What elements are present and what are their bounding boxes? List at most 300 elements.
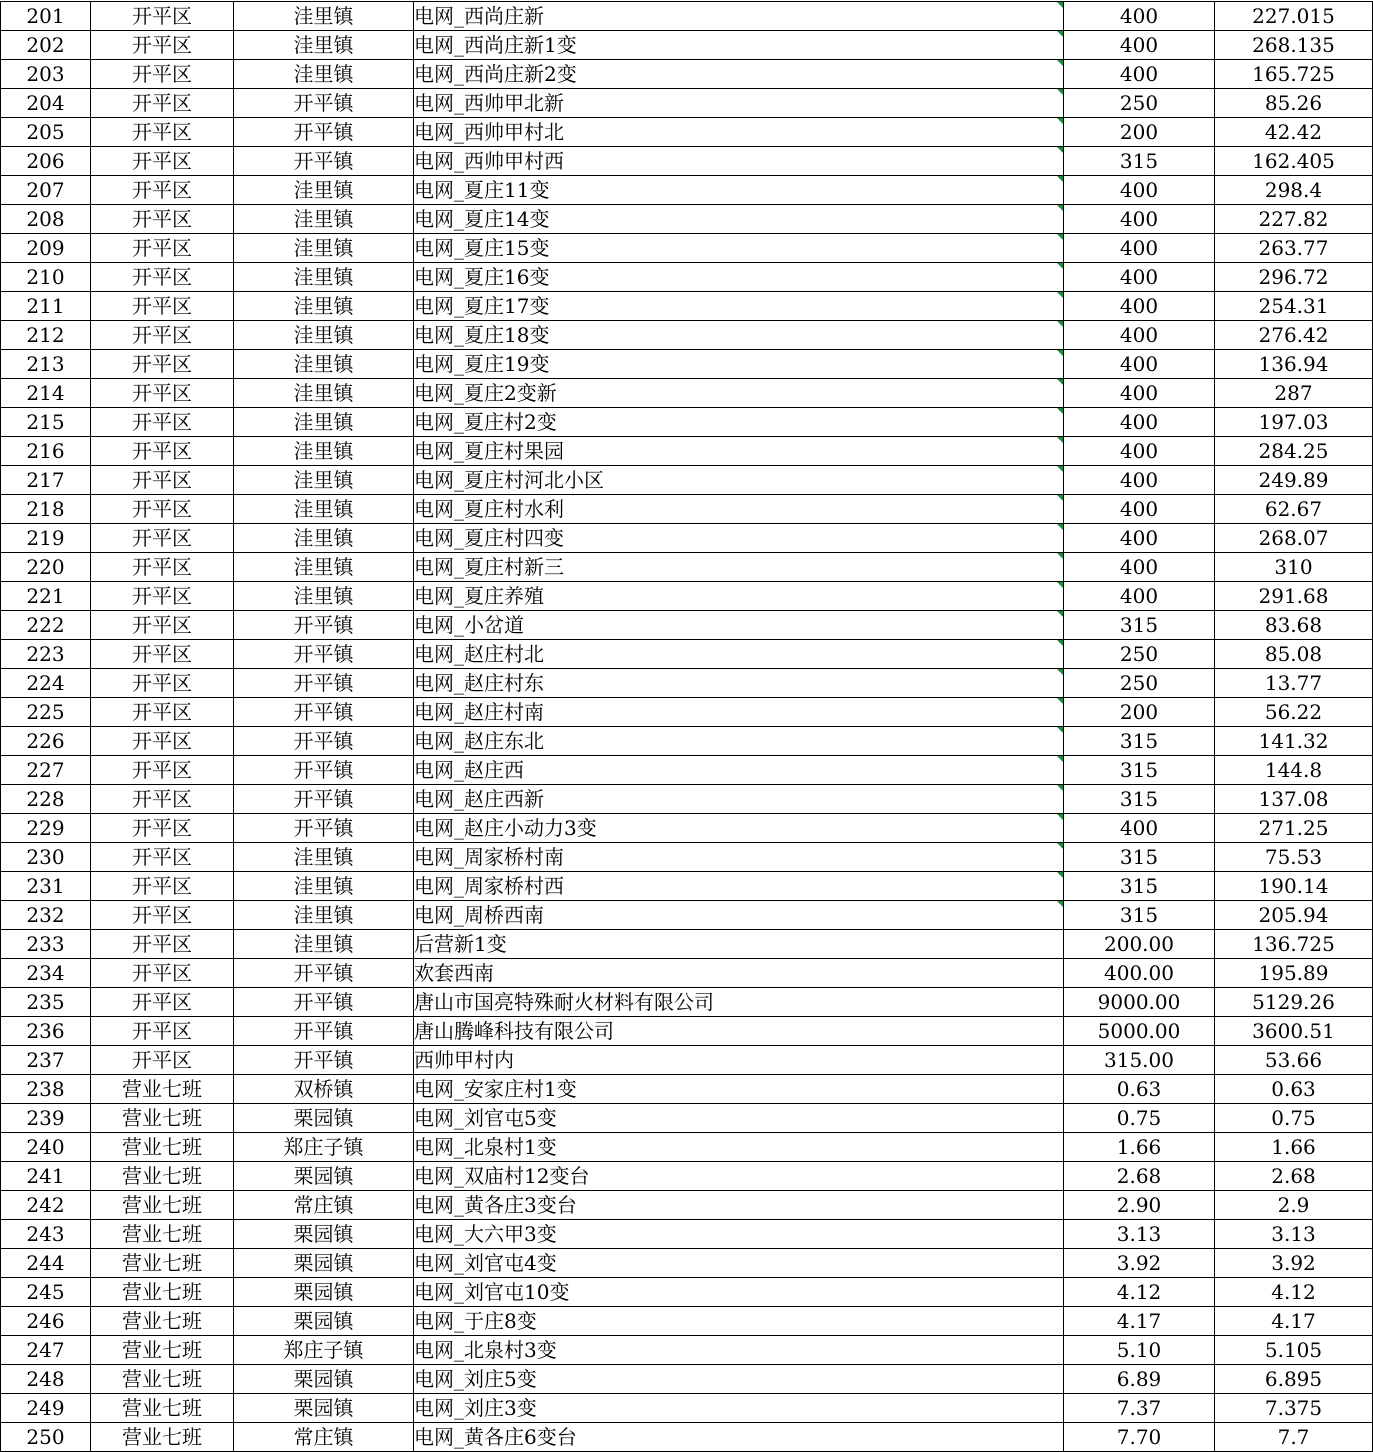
table-row[interactable] <box>1 1104 1373 1133</box>
table-row[interactable] <box>1 379 1373 408</box>
table-row[interactable] <box>1 1046 1373 1075</box>
capacity-cell[interactable]: 400 <box>1064 553 1215 582</box>
row-number-cell[interactable]: 214 <box>1 379 91 408</box>
district-cell[interactable]: 开平区 <box>91 1017 234 1046</box>
district-cell[interactable]: 开平区 <box>91 901 234 930</box>
table-row[interactable] <box>1 31 1373 60</box>
district-cell[interactable]: 营业七班 <box>91 1104 234 1133</box>
capacity-cell[interactable]: 4.12 <box>1064 1278 1215 1307</box>
station-name-cell[interactable]: 电网_刘庄3变 <box>414 1394 1064 1423</box>
table-row[interactable] <box>1 814 1373 843</box>
table-row[interactable] <box>1 2 1373 31</box>
row-number-cell[interactable]: 244 <box>1 1249 91 1278</box>
station-name-cell[interactable]: 电网_赵庄村南 <box>414 698 1064 727</box>
capacity-cell[interactable]: 400 <box>1064 31 1215 60</box>
station-name-cell[interactable]: 唐山市国亮特殊耐火材料有限公司 <box>414 988 1064 1017</box>
district-cell[interactable]: 开平区 <box>91 118 234 147</box>
district-cell[interactable]: 开平区 <box>91 611 234 640</box>
town-cell[interactable]: 洼里镇 <box>234 176 414 205</box>
table-row[interactable] <box>1 1133 1373 1162</box>
town-cell[interactable]: 洼里镇 <box>234 263 414 292</box>
table-row[interactable] <box>1 930 1373 959</box>
row-number-cell[interactable]: 227 <box>1 756 91 785</box>
station-name-cell[interactable]: 后营新1变 <box>414 930 1064 959</box>
table-row[interactable] <box>1 524 1373 553</box>
capacity-cell[interactable]: 2.90 <box>1064 1191 1215 1220</box>
capacity-cell[interactable]: 400 <box>1064 466 1215 495</box>
station-name-cell[interactable]: 电网_夏庄11变 <box>414 176 1064 205</box>
row-number-cell[interactable]: 232 <box>1 901 91 930</box>
capacity-cell[interactable]: 315 <box>1064 872 1215 901</box>
load-cell[interactable]: 5.105 <box>1215 1336 1373 1365</box>
capacity-cell[interactable]: 250 <box>1064 669 1215 698</box>
load-cell[interactable]: 268.07 <box>1215 524 1373 553</box>
capacity-cell[interactable]: 200 <box>1064 698 1215 727</box>
table-row[interactable] <box>1 263 1373 292</box>
load-cell[interactable]: 141.32 <box>1215 727 1373 756</box>
load-cell[interactable]: 56.22 <box>1215 698 1373 727</box>
district-cell[interactable]: 开平区 <box>91 582 234 611</box>
town-cell[interactable]: 栗园镇 <box>234 1278 414 1307</box>
load-cell[interactable]: 263.77 <box>1215 234 1373 263</box>
town-cell[interactable]: 开平镇 <box>234 698 414 727</box>
town-cell[interactable]: 洼里镇 <box>234 872 414 901</box>
row-number-cell[interactable]: 212 <box>1 321 91 350</box>
row-number-cell[interactable]: 208 <box>1 205 91 234</box>
load-cell[interactable]: 197.03 <box>1215 408 1373 437</box>
town-cell[interactable]: 洼里镇 <box>234 60 414 89</box>
capacity-cell[interactable]: 400 <box>1064 582 1215 611</box>
table-row[interactable] <box>1 640 1373 669</box>
town-cell[interactable]: 洼里镇 <box>234 495 414 524</box>
town-cell[interactable]: 栗园镇 <box>234 1220 414 1249</box>
district-cell[interactable]: 开平区 <box>91 553 234 582</box>
table-row[interactable] <box>1 321 1373 350</box>
capacity-cell[interactable]: 3.92 <box>1064 1249 1215 1278</box>
capacity-cell[interactable]: 250 <box>1064 640 1215 669</box>
district-cell[interactable]: 开平区 <box>91 350 234 379</box>
town-cell[interactable]: 栗园镇 <box>234 1162 414 1191</box>
town-cell[interactable]: 开平镇 <box>234 959 414 988</box>
town-cell[interactable]: 开平镇 <box>234 640 414 669</box>
load-cell[interactable]: 2.9 <box>1215 1191 1373 1220</box>
capacity-cell[interactable]: 315.00 <box>1064 1046 1215 1075</box>
district-cell[interactable]: 开平区 <box>91 89 234 118</box>
load-cell[interactable]: 85.08 <box>1215 640 1373 669</box>
town-cell[interactable]: 栗园镇 <box>234 1307 414 1336</box>
town-cell[interactable]: 开平镇 <box>234 1017 414 1046</box>
row-number-cell[interactable]: 239 <box>1 1104 91 1133</box>
table-row[interactable] <box>1 1394 1373 1423</box>
station-name-cell[interactable]: 电网_北泉村3变 <box>414 1336 1064 1365</box>
table-row[interactable] <box>1 118 1373 147</box>
station-name-cell[interactable]: 西帅甲村内 <box>414 1046 1064 1075</box>
table-row[interactable] <box>1 785 1373 814</box>
row-number-cell[interactable]: 235 <box>1 988 91 1017</box>
district-cell[interactable]: 开平区 <box>91 263 234 292</box>
load-cell[interactable]: 4.12 <box>1215 1278 1373 1307</box>
town-cell[interactable]: 洼里镇 <box>234 524 414 553</box>
load-cell[interactable]: 284.25 <box>1215 437 1373 466</box>
station-name-cell[interactable]: 电网_夏庄村四变 <box>414 524 1064 553</box>
district-cell[interactable]: 开平区 <box>91 205 234 234</box>
table-row[interactable] <box>1 1336 1373 1365</box>
capacity-cell[interactable]: 315 <box>1064 727 1215 756</box>
row-number-cell[interactable]: 231 <box>1 872 91 901</box>
load-cell[interactable]: 268.135 <box>1215 31 1373 60</box>
town-cell[interactable]: 洼里镇 <box>234 292 414 321</box>
capacity-cell[interactable]: 250 <box>1064 89 1215 118</box>
district-cell[interactable]: 开平区 <box>91 437 234 466</box>
capacity-cell[interactable]: 400 <box>1064 437 1215 466</box>
capacity-cell[interactable]: 2.68 <box>1064 1162 1215 1191</box>
district-cell[interactable]: 营业七班 <box>91 1365 234 1394</box>
load-cell[interactable]: 75.53 <box>1215 843 1373 872</box>
capacity-cell[interactable]: 400 <box>1064 60 1215 89</box>
station-name-cell[interactable]: 电网_黄各庄6变台 <box>414 1423 1064 1452</box>
load-cell[interactable]: 144.8 <box>1215 756 1373 785</box>
row-number-cell[interactable]: 216 <box>1 437 91 466</box>
load-cell[interactable]: 7.375 <box>1215 1394 1373 1423</box>
station-name-cell[interactable]: 电网_安家庄村1变 <box>414 1075 1064 1104</box>
table-row[interactable] <box>1 872 1373 901</box>
load-cell[interactable]: 227.82 <box>1215 205 1373 234</box>
row-number-cell[interactable]: 241 <box>1 1162 91 1191</box>
station-name-cell[interactable]: 唐山腾峰科技有限公司 <box>414 1017 1064 1046</box>
load-cell[interactable]: 13.77 <box>1215 669 1373 698</box>
station-name-cell[interactable]: 电网_西尚庄新1变 <box>414 31 1064 60</box>
table-row[interactable] <box>1 1162 1373 1191</box>
town-cell[interactable]: 洼里镇 <box>234 901 414 930</box>
town-cell[interactable]: 开平镇 <box>234 756 414 785</box>
district-cell[interactable]: 开平区 <box>91 698 234 727</box>
capacity-cell[interactable]: 400 <box>1064 408 1215 437</box>
row-number-cell[interactable]: 245 <box>1 1278 91 1307</box>
town-cell[interactable]: 开平镇 <box>234 814 414 843</box>
load-cell[interactable]: 3.13 <box>1215 1220 1373 1249</box>
table-row[interactable] <box>1 582 1373 611</box>
capacity-cell[interactable]: 400 <box>1064 234 1215 263</box>
load-cell[interactable]: 276.42 <box>1215 321 1373 350</box>
table-row[interactable] <box>1 60 1373 89</box>
town-cell[interactable]: 栗园镇 <box>234 1365 414 1394</box>
capacity-cell[interactable]: 5.10 <box>1064 1336 1215 1365</box>
district-cell[interactable]: 营业七班 <box>91 1249 234 1278</box>
district-cell[interactable]: 营业七班 <box>91 1075 234 1104</box>
table-row[interactable] <box>1 205 1373 234</box>
town-cell[interactable]: 开平镇 <box>234 988 414 1017</box>
town-cell[interactable]: 洼里镇 <box>234 930 414 959</box>
station-name-cell[interactable]: 电网_赵庄村东 <box>414 669 1064 698</box>
load-cell[interactable]: 6.895 <box>1215 1365 1373 1394</box>
load-cell[interactable]: 53.66 <box>1215 1046 1373 1075</box>
table-row[interactable] <box>1 147 1373 176</box>
load-cell[interactable]: 287 <box>1215 379 1373 408</box>
row-number-cell[interactable]: 248 <box>1 1365 91 1394</box>
capacity-cell[interactable]: 315 <box>1064 611 1215 640</box>
load-cell[interactable]: 136.94 <box>1215 350 1373 379</box>
town-cell[interactable]: 洼里镇 <box>234 2 414 31</box>
district-cell[interactable]: 开平区 <box>91 31 234 60</box>
row-number-cell[interactable]: 207 <box>1 176 91 205</box>
table-row[interactable] <box>1 1220 1373 1249</box>
row-number-cell[interactable]: 230 <box>1 843 91 872</box>
district-cell[interactable]: 营业七班 <box>91 1220 234 1249</box>
load-cell[interactable]: 271.25 <box>1215 814 1373 843</box>
row-number-cell[interactable]: 238 <box>1 1075 91 1104</box>
table-row[interactable] <box>1 292 1373 321</box>
table-row[interactable] <box>1 756 1373 785</box>
district-cell[interactable]: 开平区 <box>91 756 234 785</box>
row-number-cell[interactable]: 243 <box>1 1220 91 1249</box>
load-cell[interactable]: 136.725 <box>1215 930 1373 959</box>
district-cell[interactable]: 开平区 <box>91 408 234 437</box>
town-cell[interactable]: 洼里镇 <box>234 437 414 466</box>
station-name-cell[interactable]: 电网_赵庄小动力3变 <box>414 814 1064 843</box>
station-name-cell[interactable]: 电网_于庄8变 <box>414 1307 1064 1336</box>
capacity-cell[interactable]: 400 <box>1064 205 1215 234</box>
capacity-cell[interactable]: 315 <box>1064 901 1215 930</box>
row-number-cell[interactable]: 228 <box>1 785 91 814</box>
station-name-cell[interactable]: 电网_刘官屯4变 <box>414 1249 1064 1278</box>
district-cell[interactable]: 开平区 <box>91 669 234 698</box>
town-cell[interactable]: 洼里镇 <box>234 205 414 234</box>
station-name-cell[interactable]: 电网_西帅甲村西 <box>414 147 1064 176</box>
town-cell[interactable]: 郑庄子镇 <box>234 1133 414 1162</box>
load-cell[interactable]: 291.68 <box>1215 582 1373 611</box>
row-number-cell[interactable]: 233 <box>1 930 91 959</box>
town-cell[interactable]: 开平镇 <box>234 669 414 698</box>
capacity-cell[interactable]: 400 <box>1064 379 1215 408</box>
load-cell[interactable]: 254.31 <box>1215 292 1373 321</box>
district-cell[interactable]: 开平区 <box>91 843 234 872</box>
row-number-cell[interactable]: 215 <box>1 408 91 437</box>
town-cell[interactable]: 洼里镇 <box>234 843 414 872</box>
table-row[interactable] <box>1 553 1373 582</box>
station-name-cell[interactable]: 电网_夏庄2变新 <box>414 379 1064 408</box>
table-row[interactable] <box>1 843 1373 872</box>
row-number-cell[interactable]: 240 <box>1 1133 91 1162</box>
capacity-cell[interactable]: 400 <box>1064 524 1215 553</box>
capacity-cell[interactable]: 0.63 <box>1064 1075 1215 1104</box>
table-row[interactable] <box>1 1075 1373 1104</box>
town-cell[interactable]: 洼里镇 <box>234 408 414 437</box>
capacity-cell[interactable]: 400 <box>1064 2 1215 31</box>
table-row[interactable] <box>1 959 1373 988</box>
station-name-cell[interactable]: 电网_黄各庄3变台 <box>414 1191 1064 1220</box>
table-row[interactable] <box>1 611 1373 640</box>
district-cell[interactable]: 开平区 <box>91 60 234 89</box>
table-row[interactable] <box>1 89 1373 118</box>
station-name-cell[interactable]: 电网_赵庄村北 <box>414 640 1064 669</box>
district-cell[interactable]: 营业七班 <box>91 1307 234 1336</box>
row-number-cell[interactable]: 209 <box>1 234 91 263</box>
capacity-cell[interactable]: 400 <box>1064 321 1215 350</box>
load-cell[interactable]: 137.08 <box>1215 785 1373 814</box>
load-cell[interactable]: 42.42 <box>1215 118 1373 147</box>
district-cell[interactable]: 开平区 <box>91 727 234 756</box>
station-name-cell[interactable]: 电网_夏庄村2变 <box>414 408 1064 437</box>
station-name-cell[interactable]: 电网_赵庄西新 <box>414 785 1064 814</box>
load-cell[interactable]: 249.89 <box>1215 466 1373 495</box>
capacity-cell[interactable]: 315 <box>1064 785 1215 814</box>
station-name-cell[interactable]: 电网_双庙村12变台 <box>414 1162 1064 1191</box>
capacity-cell[interactable]: 400 <box>1064 350 1215 379</box>
district-cell[interactable]: 开平区 <box>91 959 234 988</box>
station-name-cell[interactable]: 电网_赵庄西 <box>414 756 1064 785</box>
load-cell[interactable]: 3600.51 <box>1215 1017 1373 1046</box>
capacity-cell[interactable]: 4.17 <box>1064 1307 1215 1336</box>
table-row[interactable] <box>1 988 1373 1017</box>
capacity-cell[interactable]: 400 <box>1064 292 1215 321</box>
load-cell[interactable]: 85.26 <box>1215 89 1373 118</box>
district-cell[interactable]: 开平区 <box>91 176 234 205</box>
load-cell[interactable]: 310 <box>1215 553 1373 582</box>
town-cell[interactable]: 洼里镇 <box>234 379 414 408</box>
row-number-cell[interactable]: 202 <box>1 31 91 60</box>
district-cell[interactable]: 开平区 <box>91 147 234 176</box>
row-number-cell[interactable]: 222 <box>1 611 91 640</box>
town-cell[interactable]: 洼里镇 <box>234 234 414 263</box>
station-name-cell[interactable]: 电网_夏庄18变 <box>414 321 1064 350</box>
station-name-cell[interactable]: 电网_北泉村1变 <box>414 1133 1064 1162</box>
district-cell[interactable]: 开平区 <box>91 872 234 901</box>
district-cell[interactable]: 营业七班 <box>91 1162 234 1191</box>
capacity-cell[interactable]: 7.37 <box>1064 1394 1215 1423</box>
load-cell[interactable]: 2.68 <box>1215 1162 1373 1191</box>
town-cell[interactable]: 开平镇 <box>234 118 414 147</box>
table-row[interactable] <box>1 1191 1373 1220</box>
load-cell[interactable]: 7.7 <box>1215 1423 1373 1452</box>
table-row[interactable] <box>1 466 1373 495</box>
table-row[interactable] <box>1 1365 1373 1394</box>
load-cell[interactable]: 162.405 <box>1215 147 1373 176</box>
district-cell[interactable]: 营业七班 <box>91 1278 234 1307</box>
town-cell[interactable]: 洼里镇 <box>234 466 414 495</box>
station-name-cell[interactable]: 电网_西尚庄新2变 <box>414 60 1064 89</box>
capacity-cell[interactable]: 400 <box>1064 495 1215 524</box>
table-row[interactable] <box>1 1307 1373 1336</box>
station-name-cell[interactable]: 电网_周家桥村南 <box>414 843 1064 872</box>
row-number-cell[interactable]: 210 <box>1 263 91 292</box>
town-cell[interactable]: 洼里镇 <box>234 31 414 60</box>
row-number-cell[interactable]: 205 <box>1 118 91 147</box>
load-cell[interactable]: 62.67 <box>1215 495 1373 524</box>
district-cell[interactable]: 开平区 <box>91 930 234 959</box>
row-number-cell[interactable]: 225 <box>1 698 91 727</box>
district-cell[interactable]: 开平区 <box>91 988 234 1017</box>
district-cell[interactable]: 开平区 <box>91 1046 234 1075</box>
table-row[interactable] <box>1 1278 1373 1307</box>
station-name-cell[interactable]: 电网_赵庄东北 <box>414 727 1064 756</box>
district-cell[interactable]: 开平区 <box>91 785 234 814</box>
district-cell[interactable]: 营业七班 <box>91 1191 234 1220</box>
load-cell[interactable]: 0.63 <box>1215 1075 1373 1104</box>
station-name-cell[interactable]: 欢套西南 <box>414 959 1064 988</box>
table-row[interactable] <box>1 234 1373 263</box>
district-cell[interactable]: 开平区 <box>91 640 234 669</box>
capacity-cell[interactable]: 315 <box>1064 756 1215 785</box>
load-cell[interactable]: 1.66 <box>1215 1133 1373 1162</box>
district-cell[interactable]: 营业七班 <box>91 1336 234 1365</box>
town-cell[interactable]: 栗园镇 <box>234 1249 414 1278</box>
row-number-cell[interactable]: 229 <box>1 814 91 843</box>
town-cell[interactable]: 洼里镇 <box>234 321 414 350</box>
table-row[interactable] <box>1 727 1373 756</box>
town-cell[interactable]: 开平镇 <box>234 785 414 814</box>
district-cell[interactable]: 开平区 <box>91 379 234 408</box>
station-name-cell[interactable]: 电网_夏庄村河北小区 <box>414 466 1064 495</box>
station-name-cell[interactable]: 电网_夏庄16变 <box>414 263 1064 292</box>
row-number-cell[interactable]: 226 <box>1 727 91 756</box>
district-cell[interactable]: 开平区 <box>91 524 234 553</box>
district-cell[interactable]: 营业七班 <box>91 1394 234 1423</box>
station-name-cell[interactable]: 电网_夏庄养殖 <box>414 582 1064 611</box>
town-cell[interactable]: 双桥镇 <box>234 1075 414 1104</box>
load-cell[interactable]: 0.75 <box>1215 1104 1373 1133</box>
load-cell[interactable]: 298.4 <box>1215 176 1373 205</box>
station-name-cell[interactable]: 电网_夏庄19变 <box>414 350 1064 379</box>
load-cell[interactable]: 83.68 <box>1215 611 1373 640</box>
row-number-cell[interactable]: 234 <box>1 959 91 988</box>
station-name-cell[interactable]: 电网_刘庄5变 <box>414 1365 1064 1394</box>
station-name-cell[interactable]: 电网_夏庄村水利 <box>414 495 1064 524</box>
capacity-cell[interactable]: 200.00 <box>1064 930 1215 959</box>
table-row[interactable] <box>1 495 1373 524</box>
table-row[interactable] <box>1 669 1373 698</box>
load-cell[interactable]: 5129.26 <box>1215 988 1373 1017</box>
row-number-cell[interactable]: 206 <box>1 147 91 176</box>
capacity-cell[interactable]: 400 <box>1064 814 1215 843</box>
town-cell[interactable]: 洼里镇 <box>234 582 414 611</box>
row-number-cell[interactable]: 211 <box>1 292 91 321</box>
table-row[interactable] <box>1 176 1373 205</box>
district-cell[interactable]: 开平区 <box>91 2 234 31</box>
station-name-cell[interactable]: 电网_小岔道 <box>414 611 1064 640</box>
table-row[interactable] <box>1 901 1373 930</box>
station-name-cell[interactable]: 电网_夏庄15变 <box>414 234 1064 263</box>
load-cell[interactable]: 3.92 <box>1215 1249 1373 1278</box>
capacity-cell[interactable]: 9000.00 <box>1064 988 1215 1017</box>
district-cell[interactable]: 开平区 <box>91 292 234 321</box>
load-cell[interactable]: 4.17 <box>1215 1307 1373 1336</box>
load-cell[interactable]: 205.94 <box>1215 901 1373 930</box>
table-row[interactable] <box>1 1017 1373 1046</box>
load-cell[interactable]: 195.89 <box>1215 959 1373 988</box>
capacity-cell[interactable]: 1.66 <box>1064 1133 1215 1162</box>
row-number-cell[interactable]: 247 <box>1 1336 91 1365</box>
row-number-cell[interactable]: 223 <box>1 640 91 669</box>
row-number-cell[interactable]: 220 <box>1 553 91 582</box>
row-number-cell[interactable]: 201 <box>1 2 91 31</box>
table-row[interactable] <box>1 408 1373 437</box>
row-number-cell[interactable]: 217 <box>1 466 91 495</box>
capacity-cell[interactable]: 0.75 <box>1064 1104 1215 1133</box>
row-number-cell[interactable]: 219 <box>1 524 91 553</box>
row-number-cell[interactable]: 246 <box>1 1307 91 1336</box>
town-cell[interactable]: 洼里镇 <box>234 553 414 582</box>
row-number-cell[interactable]: 249 <box>1 1394 91 1423</box>
row-number-cell[interactable]: 224 <box>1 669 91 698</box>
station-name-cell[interactable]: 电网_周家桥村西 <box>414 872 1064 901</box>
station-name-cell[interactable]: 电网_刘官屯5变 <box>414 1104 1064 1133</box>
capacity-cell[interactable]: 6.89 <box>1064 1365 1215 1394</box>
station-name-cell[interactable]: 电网_刘官屯10变 <box>414 1278 1064 1307</box>
capacity-cell[interactable]: 7.70 <box>1064 1423 1215 1452</box>
town-cell[interactable]: 常庄镇 <box>234 1423 414 1452</box>
town-cell[interactable]: 郑庄子镇 <box>234 1336 414 1365</box>
station-name-cell[interactable]: 电网_西尚庄新 <box>414 2 1064 31</box>
